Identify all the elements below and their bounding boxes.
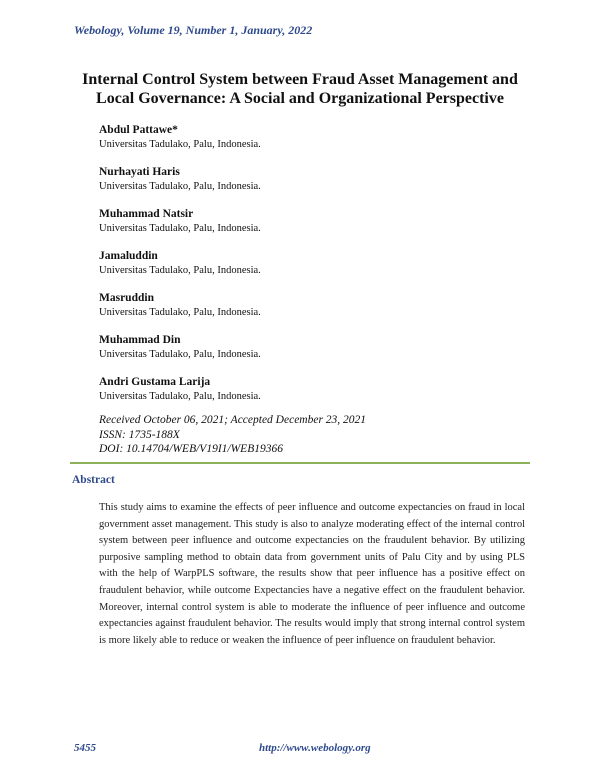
author-affiliation: Universitas Tadulako, Palu, Indonesia.: [99, 223, 261, 234]
author-name: Muhammad Din: [99, 334, 181, 346]
author-entry: [99, 207, 539, 249]
author-entry: [99, 375, 539, 417]
author-affiliation: Universitas Tadulako, Palu, Indonesia.: [99, 391, 261, 402]
page-number: 5455: [74, 742, 96, 754]
author-list: [99, 123, 539, 417]
journal-header: Webology, Volume 19, Number 1, January, 2022: [74, 23, 313, 37]
author-name: Nurhayati Haris: [99, 166, 180, 178]
paper-title-line-1: Internal Control System between Fraud Asset Management and: [82, 71, 518, 88]
article-meta: [99, 413, 366, 457]
author-name: Masruddin: [99, 292, 154, 304]
author-entry: [99, 249, 539, 291]
abstract-text: This study aims to examine the effects of peer influence and outcome expectancies on fraud in local government asset management. This study is also to analyze moderating effect of the internal control system between peer influence and outcome expectancies on the fraudulent behavior. By utilizing purposive sampling method to obtain data from government units of Palu City and by using PLS with the help of WarpPLS software, the results show that peer influence has a positive effect on fraudulent behavior, while outcome Expectancies have a negative effect on the fraudulent behavior. Moreover, internal control system is able to moderate the influence of peer influence and outcome expectancies against fraudulent behavior. The results would imply that strong internal control system is more likely able to reduce or weaken the influence of peer influence on fraudulent behavior.: [99, 502, 525, 646]
author-entry: [99, 123, 539, 165]
author-name: Abdul Pattawe*: [99, 124, 178, 136]
author-affiliation: Universitas Tadulako, Palu, Indonesia.: [99, 181, 261, 192]
issn: ISSN: 1735-188X: [99, 428, 180, 441]
received-accepted-dates: Received October 06, 2021; Accepted December 23, 2021: [99, 414, 367, 426]
paper-title-line-2: Local Governance: A Social and Organizational Perspective: [96, 90, 504, 107]
doi: DOI: 10.14704/WEB/V19I1/WEB19366: [99, 443, 283, 455]
abstract-heading: Abstract: [72, 474, 115, 486]
section-divider: [70, 462, 530, 464]
author-entry: [99, 291, 539, 333]
author-name: Muhammad Natsir: [99, 208, 194, 220]
author-affiliation: Universitas Tadulako, Palu, Indonesia.: [99, 307, 261, 318]
author-entry: [99, 333, 539, 375]
author-affiliation: Universitas Tadulako, Palu, Indonesia.: [99, 349, 261, 360]
author-entry: [99, 165, 539, 207]
footer-url[interactable]: http://www.webology.org: [259, 742, 371, 754]
author-name: Jamaluddin: [99, 250, 158, 262]
author-affiliation: Universitas Tadulako, Palu, Indonesia.: [99, 265, 261, 276]
paper-title: [60, 70, 540, 108]
author-affiliation: Universitas Tadulako, Palu, Indonesia.: [99, 139, 261, 150]
author-name: Andri Gustama Larija: [99, 376, 211, 388]
